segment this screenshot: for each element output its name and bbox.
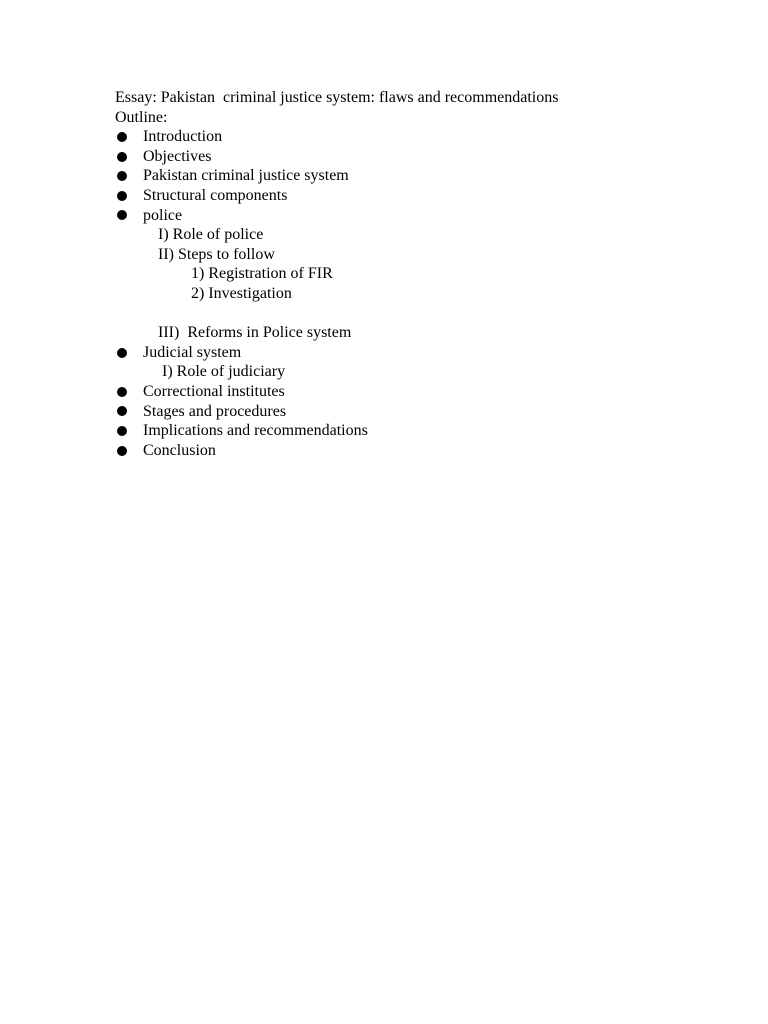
bullet-dot-icon: [117, 348, 127, 358]
police-subitem-reforms: III) Reforms in Police system: [158, 324, 352, 342]
outline-label: Outline:: [115, 108, 168, 126]
police-step-fir: 1) Registration of FIR: [191, 265, 333, 283]
bullet-dot-icon: [117, 132, 127, 142]
bullet-dot-icon: [117, 387, 127, 397]
bullet-dot-icon: [117, 446, 127, 456]
bullet-dot-icon: [117, 406, 127, 416]
outline-item-conclusion: Conclusion: [143, 441, 216, 459]
outline-item-pakistan-cjs: Pakistan criminal justice system: [143, 167, 349, 185]
police-subitem-role: I) Role of police: [158, 226, 264, 244]
outline-item-police: police: [143, 206, 183, 224]
outline-item-objectives: Objectives: [143, 147, 212, 165]
outline-item-judicial-system: Judicial system: [143, 343, 242, 361]
outline-item-structural-components: Structural components: [143, 187, 288, 204]
bullet-dot-icon: [117, 171, 127, 181]
outline-item-stages: Stages and procedures: [143, 402, 287, 420]
bullet-dot-icon: [117, 210, 127, 220]
judicial-subitem-role: I) Role of judiciary: [162, 363, 286, 381]
bullet-dot-icon: [117, 191, 127, 201]
outline-item-correctional: Correctional institutes: [143, 383, 285, 400]
bullet-dot-icon: [117, 152, 127, 162]
police-subitem-steps: II) Steps to follow: [158, 245, 275, 263]
essay-title: Essay: Pakistan criminal justice system: flaws and recommendations: [115, 89, 559, 106]
police-step-investigation: 2) Investigation: [191, 285, 292, 302]
bullet-dot-icon: [117, 426, 127, 436]
outline-item-implications: Implications and recommendations: [143, 422, 368, 440]
outline-item-introduction: Introduction: [143, 128, 223, 146]
